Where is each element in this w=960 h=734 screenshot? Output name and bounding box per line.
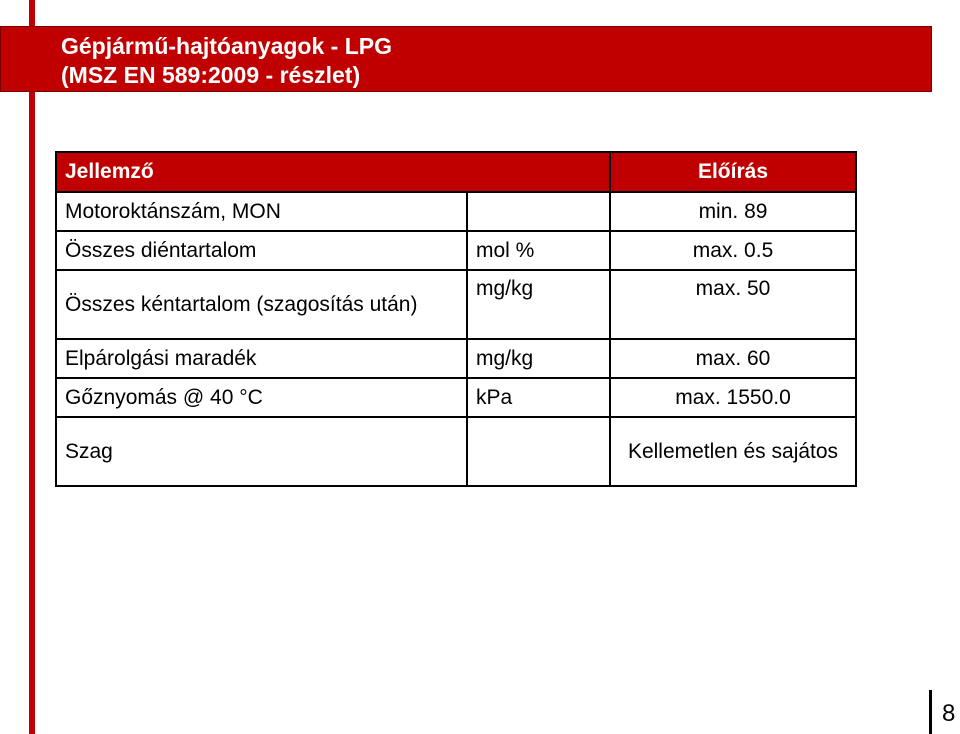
table-row <box>56 231 856 270</box>
table-row <box>56 339 856 378</box>
title-banner <box>0 26 932 92</box>
left-accent-bar <box>29 0 35 734</box>
cell-value: min. 89 <box>610 192 856 231</box>
cell-property: Szag <box>56 417 467 486</box>
table-row <box>56 378 856 417</box>
page-number-divider <box>929 690 932 734</box>
cell-value: Kellemetlen és sajátos <box>610 417 856 486</box>
spec-table <box>55 151 857 487</box>
slide-subtitle: (MSZ EN 589:2009 - részlet) <box>61 62 361 88</box>
table-header-row <box>56 152 856 192</box>
table-row <box>56 417 856 486</box>
cell-value: max. 60 <box>610 339 856 378</box>
cell-value: max. 0.5 <box>610 231 856 270</box>
cell-property: Gőznyomás @ 40 °C <box>56 378 467 417</box>
cell-property: Elpárolgási maradék <box>56 339 467 378</box>
table-row <box>56 270 856 339</box>
table-row <box>56 192 856 231</box>
cell-unit: kPa <box>467 378 610 417</box>
cell-value: max. 50 <box>610 270 856 339</box>
cell-unit: mg/kg <box>467 339 610 378</box>
cell-unit <box>467 192 610 231</box>
page-number: 8 <box>942 700 956 727</box>
header-property: Jellemző <box>56 152 610 192</box>
cell-unit <box>467 417 610 486</box>
cell-value: max. 1550.0 <box>610 378 856 417</box>
slide-title: Gépjármű-hajtóanyagok - LPG <box>61 33 392 59</box>
cell-property: Összes diéntartalom <box>56 231 467 270</box>
cell-property: Motoroktánszám, MON <box>56 192 467 231</box>
cell-unit: mg/kg <box>467 270 610 339</box>
header-spec: Előírás <box>610 152 856 192</box>
cell-property: Összes kéntartalom (szagosítás után) <box>56 270 467 339</box>
cell-unit: mol % <box>467 231 610 270</box>
